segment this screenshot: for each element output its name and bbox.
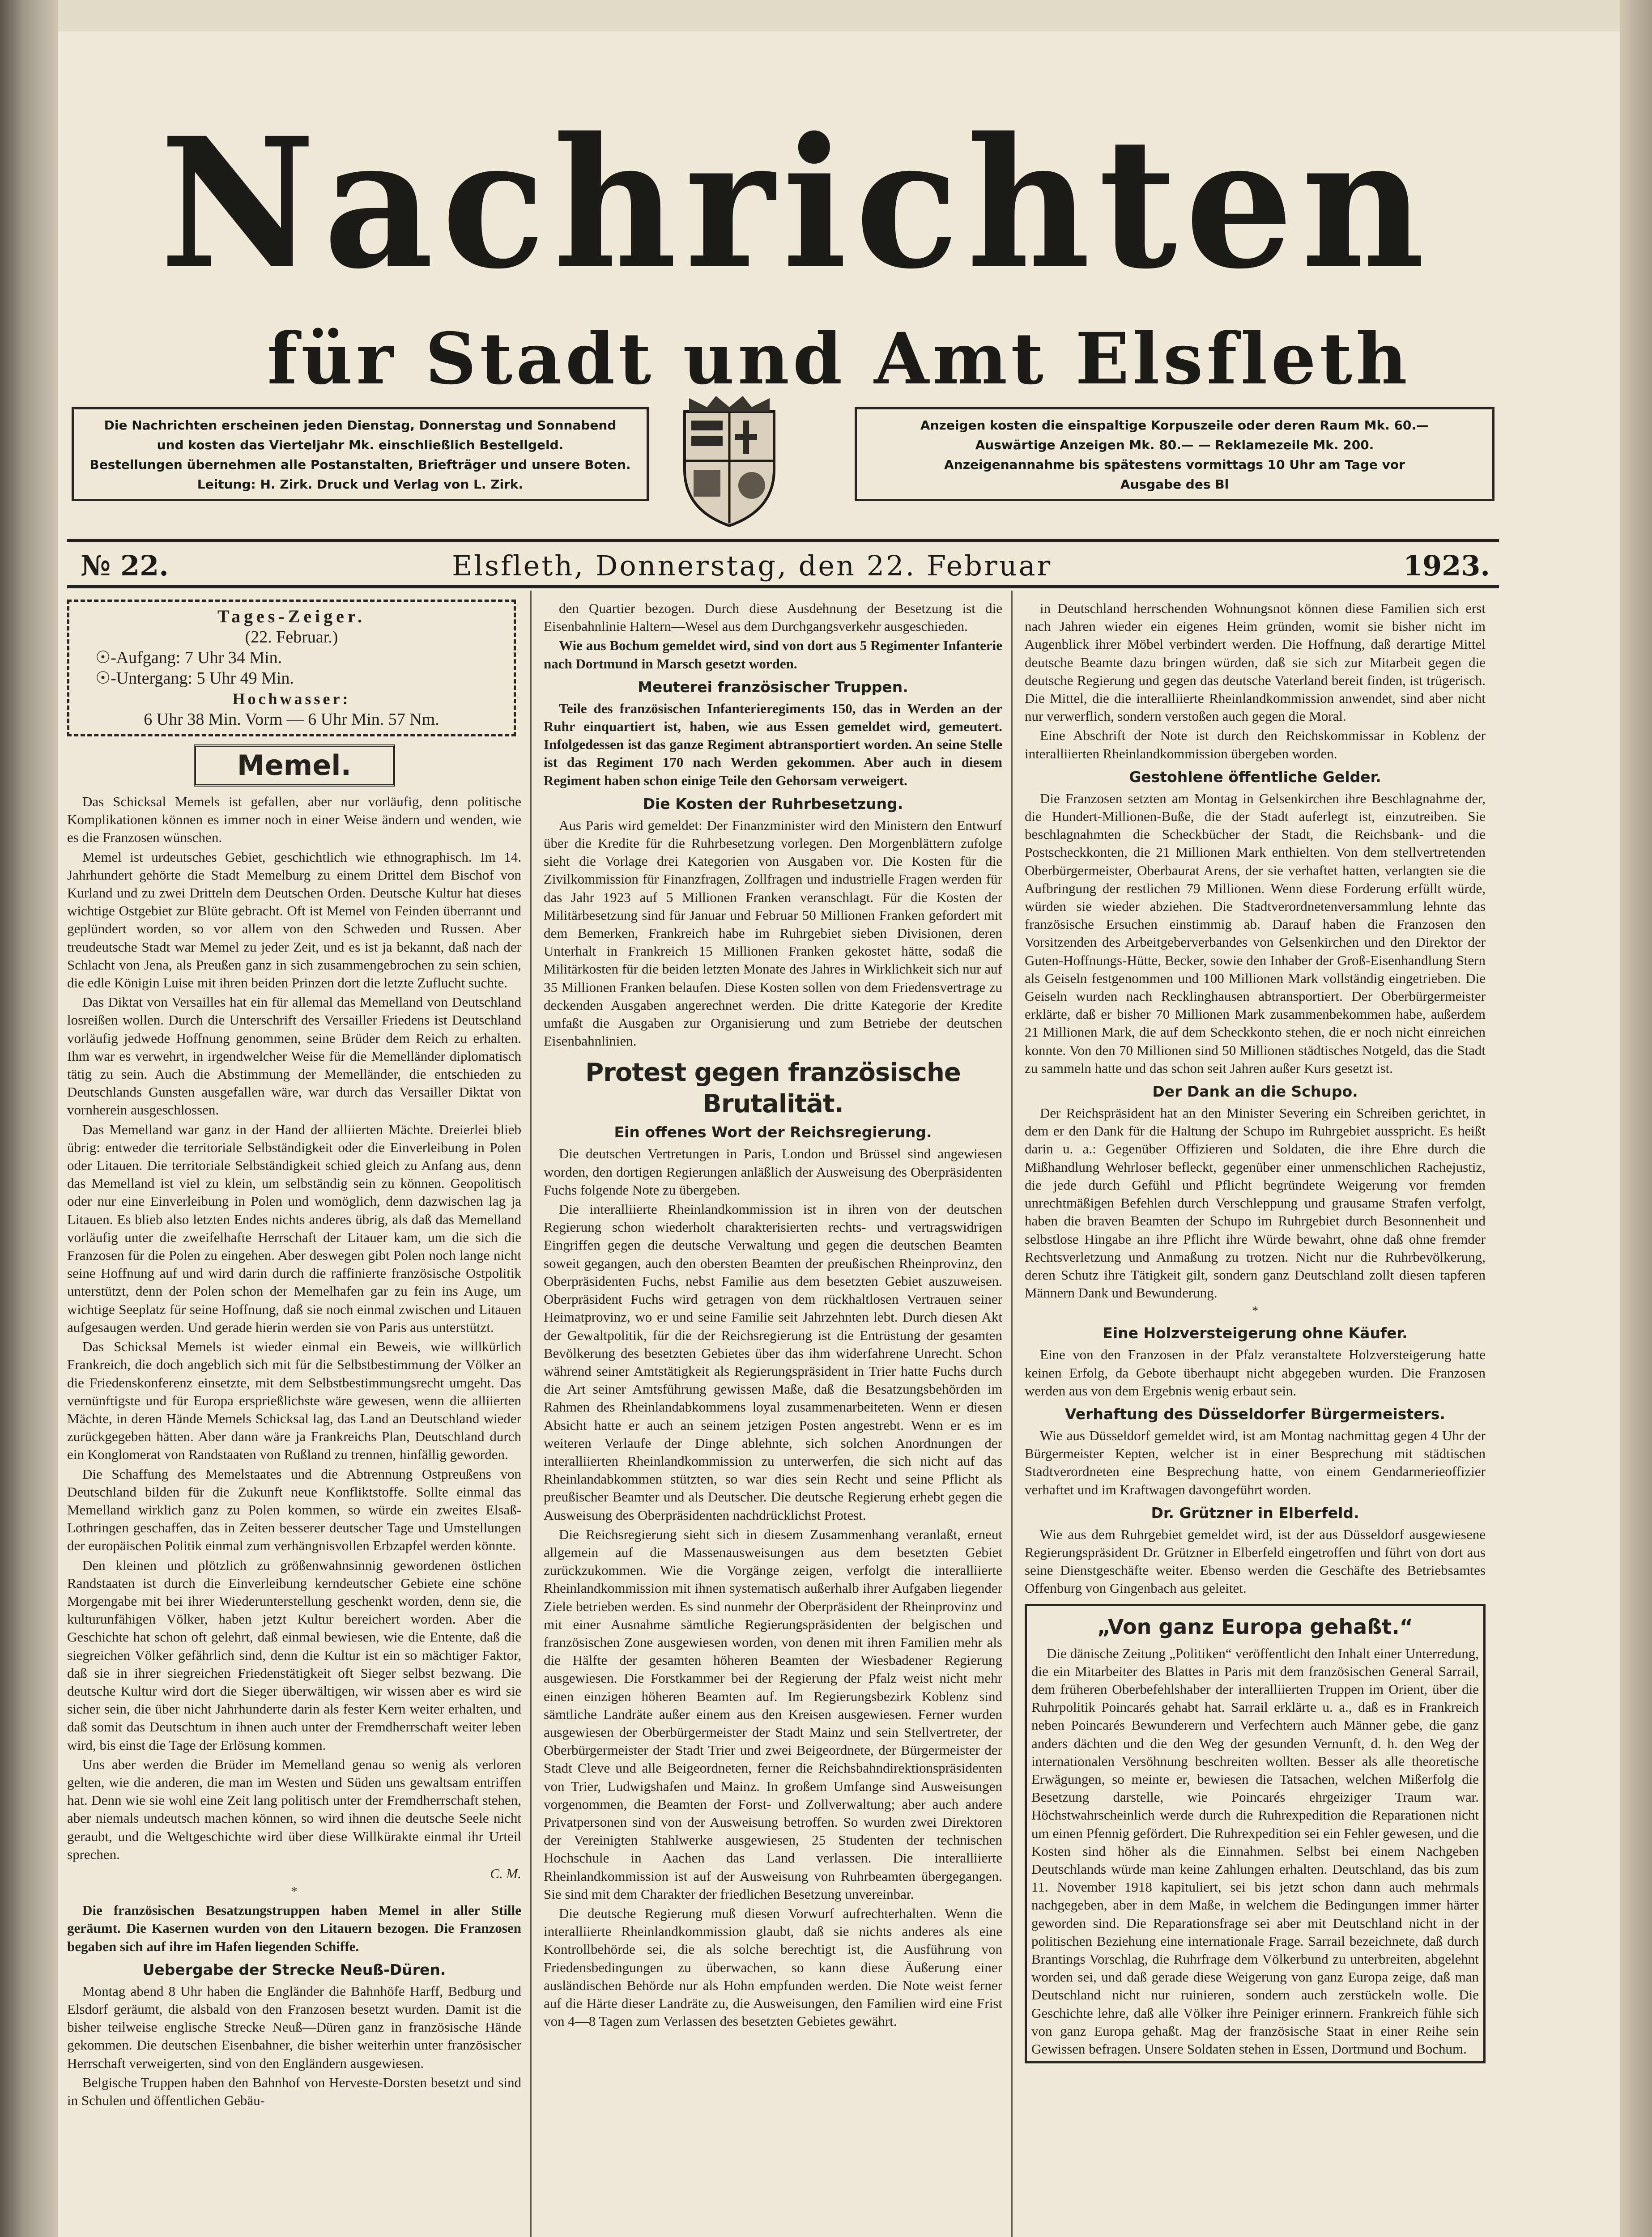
article-paragraph: Wie aus Bochum gemeldet wird, sind von dort aus 5 Regimenter Infanterie nach Dortmund in Marsch gesetzt worden. bbox=[544, 638, 1002, 672]
article-paragraph: Den kleinen und plötzlich zu größenwahnsinnig gewordenen östlichen Randstaaten ist durch die Einverleibung kerndeutscher Gebiete eine schöne Morgengabe mit bei ihrer Wiederunterstellung geschenkt worden, denn sie, die kulturunfähigen Völker, haben jetzt Kultur bereichert worden. Aber die Geschichte hat schon oft gelehrt, daß einmal bewiesen, wie die Entente, daß die siegreichen Völker gefährlich sind, denn die Kultur ist ein so mächtiger Faktor, daß sie in ihrer siegreichen Friedenstätigkeit oft Sieger selbst bezwang. Die deutsche Kultur wird dort die Sieger überwältigen, wir wissen aber es wird sie sicher sein, die über nicht Jahrhunderte darin als fester Kern weiter erhalten, und daß somit das Deutschtum in ihnen auch unter der Fremdherrschaft weiter leben wird, bis einst die Tage der Erlösung kommen. bbox=[67, 1557, 521, 1753]
dateline-bottom-rule bbox=[67, 585, 1499, 588]
article-paragraph: Die deutschen Vertretungen in Paris, London und Brüssel sind angewiesen worden, den dortigen Regierungen anläßlich der Ausweisung des Oberpräsidenten Fuchs folgende Note zu übergeben. bbox=[544, 1146, 1002, 1198]
article-headline: „Von ganz Europa gehaßt.“ bbox=[1097, 1614, 1413, 1639]
article-paragraph: Die Schaffung des Memelstaates und die Abtrennung Ostpreußens von Deutschland bilden für die Zukunft neue Konfliktstoffe. Sollte einmal das Memelland wirklich ganz zu Polen kommen, so würde ein zweites Elsaß-Lothringen geschaffen, das in Zeiten besserer deutscher Tage und Umstellungen der europäischen Politik einmal zum verhängnisvollen Erbzapfel werden könnte. bbox=[67, 1466, 521, 1554]
column-2 bbox=[544, 600, 1002, 2032]
article-paragraph: Eine von den Franzosen in der Pfalz veranstaltete Holzversteigerung hatte keinen Erfolg, da Gebote überhaupt nicht abgegeben wurden. Die Franzosen werden aus von dem Ergebnis wenig erbaut sein. bbox=[1025, 1347, 1486, 1399]
dateline-top-rule bbox=[67, 539, 1499, 542]
subscription-line: und kosten das Vierteljahr Mk. einschließlich Bestellgeld. bbox=[157, 438, 564, 452]
subscription-line: Die Nachrichten erscheinen jeden Dienstag, Donnerstag und Sonnabend bbox=[104, 418, 617, 433]
article-paragraph: Das Schicksal Memels ist gefallen, aber nur vorläufig, denn politische Komplikationen können es immer noch in einer Weise ändern und wenden, wie es die Franzosen wünschen. bbox=[67, 794, 521, 846]
article-paragraph: Die Franzosen setzten am Montag in Gelsenkirchen ihre Beschlagnahme der, die Hundert-Millionen-Buße, die der Stadt auferlegt ist, einzutreiben. Sie beschlagnahmten die Scheckbücher der Stadt, die Reichsbank- und die Postscheckkonten, die 21 Millionen Mark enthielten. Von dem stellvertretenden Oberbürgermeister, Oberbaurat Arens, der sie verhaftet hatten, verlangten sie die Aufbringung der restlichen 79 Millionen. Wenn diese Forderung erfüllt würde, würden sie wieder abziehen. Die Stadtverordnetenversammlung lehnte das französische Ersuchen einstimmig ab. Darauf haben die Franzosen den Vorsitzenden des Arbeitgeberverbandes von Gelsenkirchen und den Direktor der Guten-Hoffnungs-Hütte, Becker, sowie den Inhaber der Groß-Eisenhandlung Stern als Geiseln festgenommen und 100 Millionen Mark vollständig eingetrieben. Die Geiseln wurden nach Recklinghausen abtransportiert. Der Oberbürgermeister erklärte, daß er bisher 70 Millionen Mark zusammenbekommen habe, außerdem 21 Millionen Mark, die auf dem Scheckkonto stehen, die er noch nicht einreichen konnte. Von den 70 Millionen sind 50 Millionen städtisches Notgeld, das die Stadt zu sammeln hatte und das schon seit Jahren außer Kurs gesetzt ist. bbox=[1025, 790, 1486, 1076]
article-paragraph: Die Reichsregierung sieht sich in diesem Zusammenhang veranlaßt, erneut allgemein auf die Massenausweisungen aus dem besetzten Gebiet zurückzukommen. Wie die Vorgänge zeigen, verfolgt die interalliierte Rheinlandkommission mit ihnen systematisch außerhalb ihrer Aufgaben liegender Ziele betrieben werden. Es sind nunmehr der Oberpräsident der Rheinprovinz und mit einer Ausnahme sämtliche Regierungspräsidenten der belgischen und französischen Zone ausgewiesen worden, von denen mit ihren Familien mehr als die Hälfte der gesamten höheren Beamten der Wiesbadener Regierung ausgewiesen. Die Forstkammer bei der Regierung der Pfalz weist nicht mehr einen einzigen höheren Beamten auf. Im Regierungsbezirk Koblenz sind sämtliche Landräte außer einem aus den Kreisen ausgewiesen. Ferner wurden ausgewiesen der Oberbürgermeister der Stadt Mainz und sein Stellvertreter, der Oberbürgermeister der Stadt Trier und zwei Beigeordnete, der Bürgermeister der Stadt Cleve und alle Beigeordneten, ferner die Reichsbahndirektionspräsidenten von Trier, Ludwigshafen und Mainz. In großem Umfange sind Ausweisungen vorgenommen, die Beamten der Forst- und Zollverwaltung; aber auch andere Privatpersonen sind von der Ausweisung betroffen. So wurden zwei Direktoren der Vereinigten Stahlwerke ausgewiesen, 25 Studenten der technischen Hochschule in Aachen das Land verlassen. Die interalliierte Rheinlandkommission ist auf der Ausweisung von Ruhrbeamten übergegangen. Sie sind mit dem Charakter der friedlichen Besetzung unvereinbar. bbox=[544, 1526, 1002, 1902]
article-paragraph: Eine Abschrift der Note ist durch den Reichskommissar in Koblenz der interalliierten Rheinlandkommission übergeben worden. bbox=[1025, 727, 1486, 761]
article-headline: Verhaftung des Düsseldorfer Bürgermeisters. bbox=[1065, 1405, 1445, 1423]
tageszeiger-box bbox=[67, 600, 516, 736]
protest-headline: Protest gegen französische Brutalität. bbox=[585, 1058, 961, 1119]
advertising-line: Auswärtige Anzeigen Mk. 80.— — Reklamezeile Mk. 200. bbox=[975, 438, 1374, 452]
tageszeiger-title: Tages-Zeiger. bbox=[217, 606, 366, 626]
article-paragraph: Die interalliierte Rheinlandkommission ist in ihren von der deutschen Regierung schon wiederholt charakterisierten rechts- und vertragswidrigen Eingriffen gegen die deutsche Verwaltung und gegen die deutschen Beamten soweit gegangen, auch den obersten Beamten der preußischen Rheinprovinz, den Oberpräsidenten Fuchs, nebst Familie aus dem besetzten Gebiet auszuweisen. Oberpräsident Fuchs wird getragen von dem rückhaltlosen Vertrauen seiner Heimatprovinz, wo er und seine Familie seit Jahrzehnten lebt. Durch diesen Akt der Gewaltpolitik, für die der Reichsregierung ist die Entrüstung der gesamten Bevölkerung des besetzten Gebietes über das ihm widerfahrene Unrecht. Schon während seiner Amtstätigkeit als Regierungspräsident in Trier hatte Fuchs durch die Art seiner Amtsführung gewissen Maße, daß die Besatzungsbehörden im Rahmen des Rheinlandabkommens loyal zusammenarbeiteten. Wenn er diesen Absicht hatte er auch an seinem jetzigen Posten angestrebt. Wenn er es im weiteren Verlaufe der Dinge ablehnte, sich solchen Anordnungen der interalliierten Rheinlandkommission zu unterwerfen, die sich nicht auf das Rheinlandabkommen stützten, so war dies sein Recht und seine Pflicht als preußischer Beamter und als Deutscher. Die deutsche Regierung erhebt gegen die Ausweisung des Oberpräsidenten nachdrücklichst Protest. bbox=[544, 1201, 1002, 1523]
article-paragraph: Das Schicksal Memels ist wieder einmal ein Beweis, wie willkürlich Frankreich, die doch angeblich sich mit für die Selbstbestimmung der Völker an die Friedenskonferenz einsetzte, mit dem Selbstbestimmungsrecht umgeht. Das vernünftigste und für Europa ersprießlichste wäre gewesen, wenn die alliierten Mächte, in deren Hände Memels Schicksal lag, das Land an Deutschland wieder zurückgegeben hätten. Aber dann wäre ja Frankreichs Plan, Deutschland durch ein Konglomerat von Randstaaten von Rußland zu trennen, hinfällig geworden. bbox=[67, 1339, 521, 1463]
article-paragraph: Das Diktat von Versailles hat ein für allemal das Memelland von Deutschland losreißen wollen. Durch die Unterschrift des Versailler Friedens ist Deutschland vorläufig jedwede Hoffnung genommen, seine Brüder dem Reich zu erhalten. Ihm war es verwehrt, in irgendwelcher Weise für die Memelländer diplomatisch tätig zu sein. Auch die Abstimmung der Memelländer, die entschieden zu Deutschlands Gunsten ausgefallen wäre, war durch das Versailler Diktat von vornherein ausgeschlossen. bbox=[67, 994, 521, 1118]
article-paragraph: Belgische Truppen haben den Bahnhof von Herveste-Dorsten besetzt und sind in Schulen und öffentlichen Gebäu- bbox=[67, 2074, 521, 2109]
article-subheadline: Ein offenes Wort der Reichsregierung. bbox=[614, 1123, 932, 1141]
article-headline: Der Dank an die Schupo. bbox=[1152, 1083, 1358, 1101]
issue-place-date: Elsfleth, Donnerstag, den 22. Februar bbox=[452, 549, 1052, 582]
article-signature: C. M. bbox=[490, 1865, 521, 1881]
issue-year: 1923. bbox=[1403, 549, 1490, 582]
newspaper-page bbox=[58, 31, 1620, 2237]
article-paragraph: Wie aus dem Ruhrgebiet gemeldet wird, ist der aus Düsseldorf ausgewiesene Regierungspräsident Dr. Grützner in Elberfeld eingetroffen und führt von dort aus seine Dienstgeschäfte weiter. Ebenso werden die Geschäfte des Betriebsamtes Offenburg von Gingenbach aus geleitet. bbox=[1025, 1526, 1486, 1596]
sunrise-time: ☉-Aufgang: 7 Uhr 34 Min. bbox=[95, 648, 282, 667]
article-headline: Uebergabe der Strecke Neuß-Düren. bbox=[142, 1961, 446, 1978]
article-paragraph: Das Memelland war ganz in der Hand der alliierten Mächte. Dreierlei blieb übrig: entweder die territoriale Selbständigkeit oder die Einverleibung in Polen oder Litauen. Die territoriale Selbständigkeit schied gleich zu Anfang aus, denn das Memelland ist viel zu klein, um selbständig sein zu können. Geopolitisch oder nur eine Einverleibung in Polen und womöglich, denn dazwischen lag ja Litauen. Es blieb also letzten Endes nichts anderes übrig, als daß das Memelland vorläufig unter die zweifelhafte Herrschaft der Litauer kam, um die sich die Franzosen für die Polen zu eingehen. Aber deswegen gibt Polen noch lange nicht seine Hoffnung auf und wird darin durch die raffinierte französische Ostpolitik unterstützt, denn der Polen schon der Memelhafen gar zu fein ins Auge, um wichtige Seeplatz für seine Hoffnung, daß sie noch einmal zwischen und Litauen aufgesaugen werden. Und gerade hierin werden sie von Paris aus unterstützt. bbox=[67, 1121, 521, 1335]
subscription-info-box bbox=[72, 407, 649, 501]
article-paragraph: Memel ist urdeutsches Gebiet, geschichtlich wie ethnographisch. Im 14. Jahrhundert gehörte die Stadt Memelburg zu einem Drittel dem Bischof von Kurland und zu zwei Dritteln dem Deutschen Orden. Deutsche Kultur hat dieses wichtige Ostgebiet zur Blüte gebracht. Oft ist Memel von Feinden überrannt und geplündert worden, so vor allem von den Schweden und Russen. Aber treudeutsche Stadt war Memel zu jeder Zeit, und es ist ja bekannt, daß nach der Schlacht von Jena, als Preußen ganz in sich zusammengebrochen zu sein schien, die edle Königin Luise mit ihren beiden Prinzen dort die letzte Zuflucht suchte. bbox=[67, 849, 521, 991]
sunset-time: ☉-Untergang: 5 Uhr 49 Min. bbox=[95, 669, 294, 688]
article-paragraph: Die deutsche Regierung muß diesen Vorwurf aufrechterhalten. Wenn die interalliierte Rheinlandkommission glaubt, daß sie nichts anderes als eine Kontrollbehörde sei, die als solche berechtigt ist, die Ausführung von Friedensbedingungen zu überwachen, so kann diese Äußerung einer ausländischen Behörde nur als Hohn empfunden werden. Die Note weist ferner auf die Härte dieser Landräte zu, die Ausweisungen, den Familien wird eine Frist von 4—8 Tagen zum Verlassen des besetzten Gebietes gewährt. bbox=[544, 1905, 1002, 2029]
article-headline: Dr. Grützner in Elberfeld. bbox=[1151, 1504, 1359, 1522]
europa-article-box bbox=[1025, 1604, 1486, 2064]
dateline bbox=[67, 546, 1499, 586]
tide-times: 6 Uhr 38 Min. Vorm — 6 Uhr Min. 57 Nm. bbox=[144, 710, 439, 729]
article-paragraph: Der Reichspräsident hat an den Minister Severing ein Schreiben gerichtet, in dem er den Dank für die Haltung der Schupo im Ruhrgebiet ausspricht. Es heißt darin u. a.: Gegenüber Offizieren und Soldaten, die ihre Ehre durch die Mißhandlung Wehrloser befleckt, gegenüber einer unmenschlichen Rachejustiz, die jede durch Gefühl und Pflicht begründete Weigerung vor fremden unrechtmäßigen Befehlen durch Verschleppung und grausame Strafen verfolgt, haben die braven Beamten der Schupo im Ruhrgebiet durch Besonnenheit und selbstlose Hingabe an ihre Pflicht ihre Würde bewahrt, ohne daß ohne fremder Rechtsverletzung und Anmaßung zu trotzen. Nicht nur die Ruhrbevölkerung, deren Schutz ihre Tätigkeit gilt, sondern ganz Deutschland zollt diesen tapferen Männern Dank und Bewunderung. bbox=[1025, 1105, 1486, 1301]
advertising-line: Ausgabe des Bl bbox=[1120, 477, 1229, 492]
separator-star: * bbox=[291, 1885, 298, 1899]
tageszeiger-date: (22. Februar.) bbox=[245, 628, 338, 646]
issue-number: № 22. bbox=[81, 549, 169, 582]
subscription-line: Leitung: H. Zirk. Druck und Verlag von L. Zirk. bbox=[197, 477, 524, 492]
coat-of-arms-icon bbox=[680, 394, 779, 528]
masthead-title: Nachrichten bbox=[160, 98, 1433, 309]
advertising-line: Anzeigen kosten die einspaltige Korpuszeile oder deren Raum Mk. 60.— bbox=[920, 418, 1429, 433]
page-edge bbox=[1620, 0, 1652, 2237]
memel-headline: Memel. bbox=[194, 744, 395, 787]
article-paragraph: in Deutschland herrschenden Wohnungsnot können diese Familien sich erst nach Jahren wieder ein eigenes Heim gründen, womit sie bisher nicht im Augenblick ihrer Möbel verbindert werden. Die Hoffnung, daß derartige Mittel deutsche Beamte dazu bringen würden, daß sie sich zur Mitarbeit gegen die deutsche Regierung und gegen das deutsche Vaterland bereit finden, ist trügerisch. Die Mittel, die die interalliierte Rheinlandkommission anwendet, sind aber nicht nur verwerflich, sondern verstoßen auch gegen die Moral. bbox=[1025, 600, 1486, 724]
article-headline: Gestohlene öffentliche Gelder. bbox=[1129, 768, 1381, 786]
article-headline: Die Kosten der Ruhrbesetzung. bbox=[643, 795, 903, 812]
column-3 bbox=[1025, 600, 1486, 2066]
separator-star: * bbox=[1252, 1304, 1258, 1318]
article-paragraph: Montag abend 8 Uhr haben die Engländer die Bahnhöfe Harff, Bedburg und Elsdorf geräumt, die alsbald von den Franzosen besetzt wurden. Damit ist die bisher teilweise englische Strecke Neuß—Düren ganz in französische Hände gekommen. Die deutschen Eisenbahner, die bisher weiterhin unter französischer Herrschaft verweigerten, sind von den Engländern ausgewiesen. bbox=[67, 1983, 521, 2071]
article-headline: Meuterei französischer Truppen. bbox=[638, 678, 908, 696]
tide-title: Hochwasser: bbox=[232, 690, 351, 708]
column-divider bbox=[1011, 591, 1013, 2237]
column-1 bbox=[67, 600, 521, 2111]
page-gutter bbox=[0, 0, 58, 2237]
masthead-subtitle: für Stadt und Amt Elsfleth bbox=[267, 318, 1411, 400]
article-paragraph: Wie aus Düsseldorf gemeldet wird, ist am Montag nachmittag gegen 4 Uhr der Bürgermeister Kepten, welcher ist in einer Besprechung mit städtischen Stadtverordneten eine Besprechung hatte, von einem Gendarmerieoffizier verhaftet und im Kraftwagen davongeführt worden. bbox=[1025, 1427, 1486, 1497]
article-paragraph: Aus Paris wird gemeldet: Der Finanzminister wird den Ministern den Entwurf über die Kredite für die Ruhrbesetzung vorlegen. Den Morgenblättern zufolge sieht die Vorlage drei Kategorien von Ausgaben vor. Die Kosten für die Zivilkommission für Finanzfragen, Zollfragen und industrielle Fragen werden für das Jahr 1923 auf 5 Millionen Franken veranschlagt. Für die Kosten der Militärbesetzung sind für Januar und Februar 50 Millionen Franken gefordert mit dem Bemerken, Frankreich habe im Ruhrgebiet sieben Divisionen, deren Unterhalt in Frankreich 15 Millionen Franken gekostet hätte, sodaß die Militärkosten für die beiden letzten Monate des Jahres in Wirklichkeit sich nur auf 35 Millionen Franken belaufen. Diese Kosten sollen von dem Friedensvertrage zu deckenden Ausgaben angerechnet werden. Die dritte Kategorie der Kredite umfaßt die Ausgaben zur Organisierung und zum Betriebe der deutschen Eisenbahnlinien. bbox=[544, 817, 1002, 1049]
article-paragraph: den Quartier bezogen. Durch diese Ausdehnung der Besetzung ist die Eisenbahnlinie Haltern—Wesel aus dem Durchgangsverkehr ausgeschieden. bbox=[544, 600, 1002, 634]
article-paragraph: Die dänische Zeitung „Politiken“ veröffentlicht den Inhalt einer Unterredung, die ein Mitarbeiter des Blattes in Paris mit dem französischen General Sarrail, dem früheren Oberbefehlshaber der interalliierten Truppen im Orient, über die Ruhrpolitik Poincarés gehabt hat. Sarrail erklärte u. a., daß es in Frankreich neben Poincarés Bewunderern und Verfechtern auch Männer gebe, die ganz anders dächten und die den Weg der gesunden Vernunft, d. h. den Weg der internationalen Versöhnung beschreiten wollten. Besser als alle theoretische Erwägungen, so meinte er, bewiesen die Tatsachen, welchen Mißerfolg die Besetzung darstelle, wie Poincarés ehrgeiziger Traum war. Höchstwahrscheinlich werde durch die Ruhrexpedition die Reparationen nicht um einen Pfennig gefördert. Die Ruhrexpedition sei ein Fehler gewesen, und die Kosten sind höher als die Einnahmen. Selbst bei einem Nachgeben Deutschlands würde man keine Zahlungen erhalten. Deutschland, das bis zum 11. November 1918 kapituliert, sei bis jetzt schon dann auch mehrmals nachgegeben, aber in dem Maße, in welchem die Bedingungen immer härter geworden sind. Die Reparationsfrage sei aber mit Deutschland nicht in der politischen Beziehung eine internationale Frage. Sarrail bezeichnete, daß durch Brantings Vorschlag, die Ruhrfrage dem Völkerbund zu unterbreiten, abgelehnt worden sei, und daß gerade diese Weigerung von ganz Europa zeige, daß man Deutschland nicht nur ruinieren, sondern auch zerstückeln wolle. Die Geschichte lehre, daß alle Völker ihre Peiniger erinnern. Frankreich fühle sich von ganz Europa gehaßt. Mag der französische Staat in einer Reihe sein Gewissen befragen. Unsere Soldaten stehen in Essen, Dortmund und Bochum. bbox=[1031, 1645, 1479, 2057]
subscription-line: Bestellungen übernehmen alle Postanstalten, Briefträger und unsere Boten. bbox=[89, 457, 631, 472]
article-paragraph: Die französischen Besatzungstruppen haben Memel in aller Stille geräumt. Die Kasernen wurden von den Litauern bezogen. Die Franzosen begaben sich auf ihre im Hafen liegenden Schiffe. bbox=[67, 1902, 521, 1954]
column-divider bbox=[530, 591, 532, 2237]
article-paragraph: Uns aber werden die Brüder im Memelland genau so wenig als verloren gelten, wie die anderen, die man im Westen und Süden uns gewaltsam entriffen hat. Denn wie sie wohl eine Zeit lang politisch unter der Fremdherrschaft stehen, aber niemals undeutsch machen können, so wird ihnen die deutsche Seele nicht geraubt, und die Weltgeschichte wird über diese Willkürakte einmal ihr Urteil sprechen. bbox=[67, 1756, 521, 1862]
advertising-line: Anzeigenannahme bis spätestens vormittags 10 Uhr am Tage vor bbox=[944, 457, 1405, 472]
article-headline: Eine Holzversteigerung ohne Käufer. bbox=[1103, 1324, 1408, 1342]
article-paragraph: Teile des französischen Infanterieregiments 150, das in Werden an der Ruhr einquartiert ist, haben, wie aus Essen gemeldet wird, gemeutert. Infolgedessen ist das ganze Regiment abtransportiert worden. An seine Stelle ist das Regiment 170 nach Werden gekommen. Aber auch in diesem Regiment haben schon einige Teile den Gehorsam verweigert. bbox=[544, 700, 1002, 788]
advertising-info-box bbox=[855, 407, 1494, 501]
